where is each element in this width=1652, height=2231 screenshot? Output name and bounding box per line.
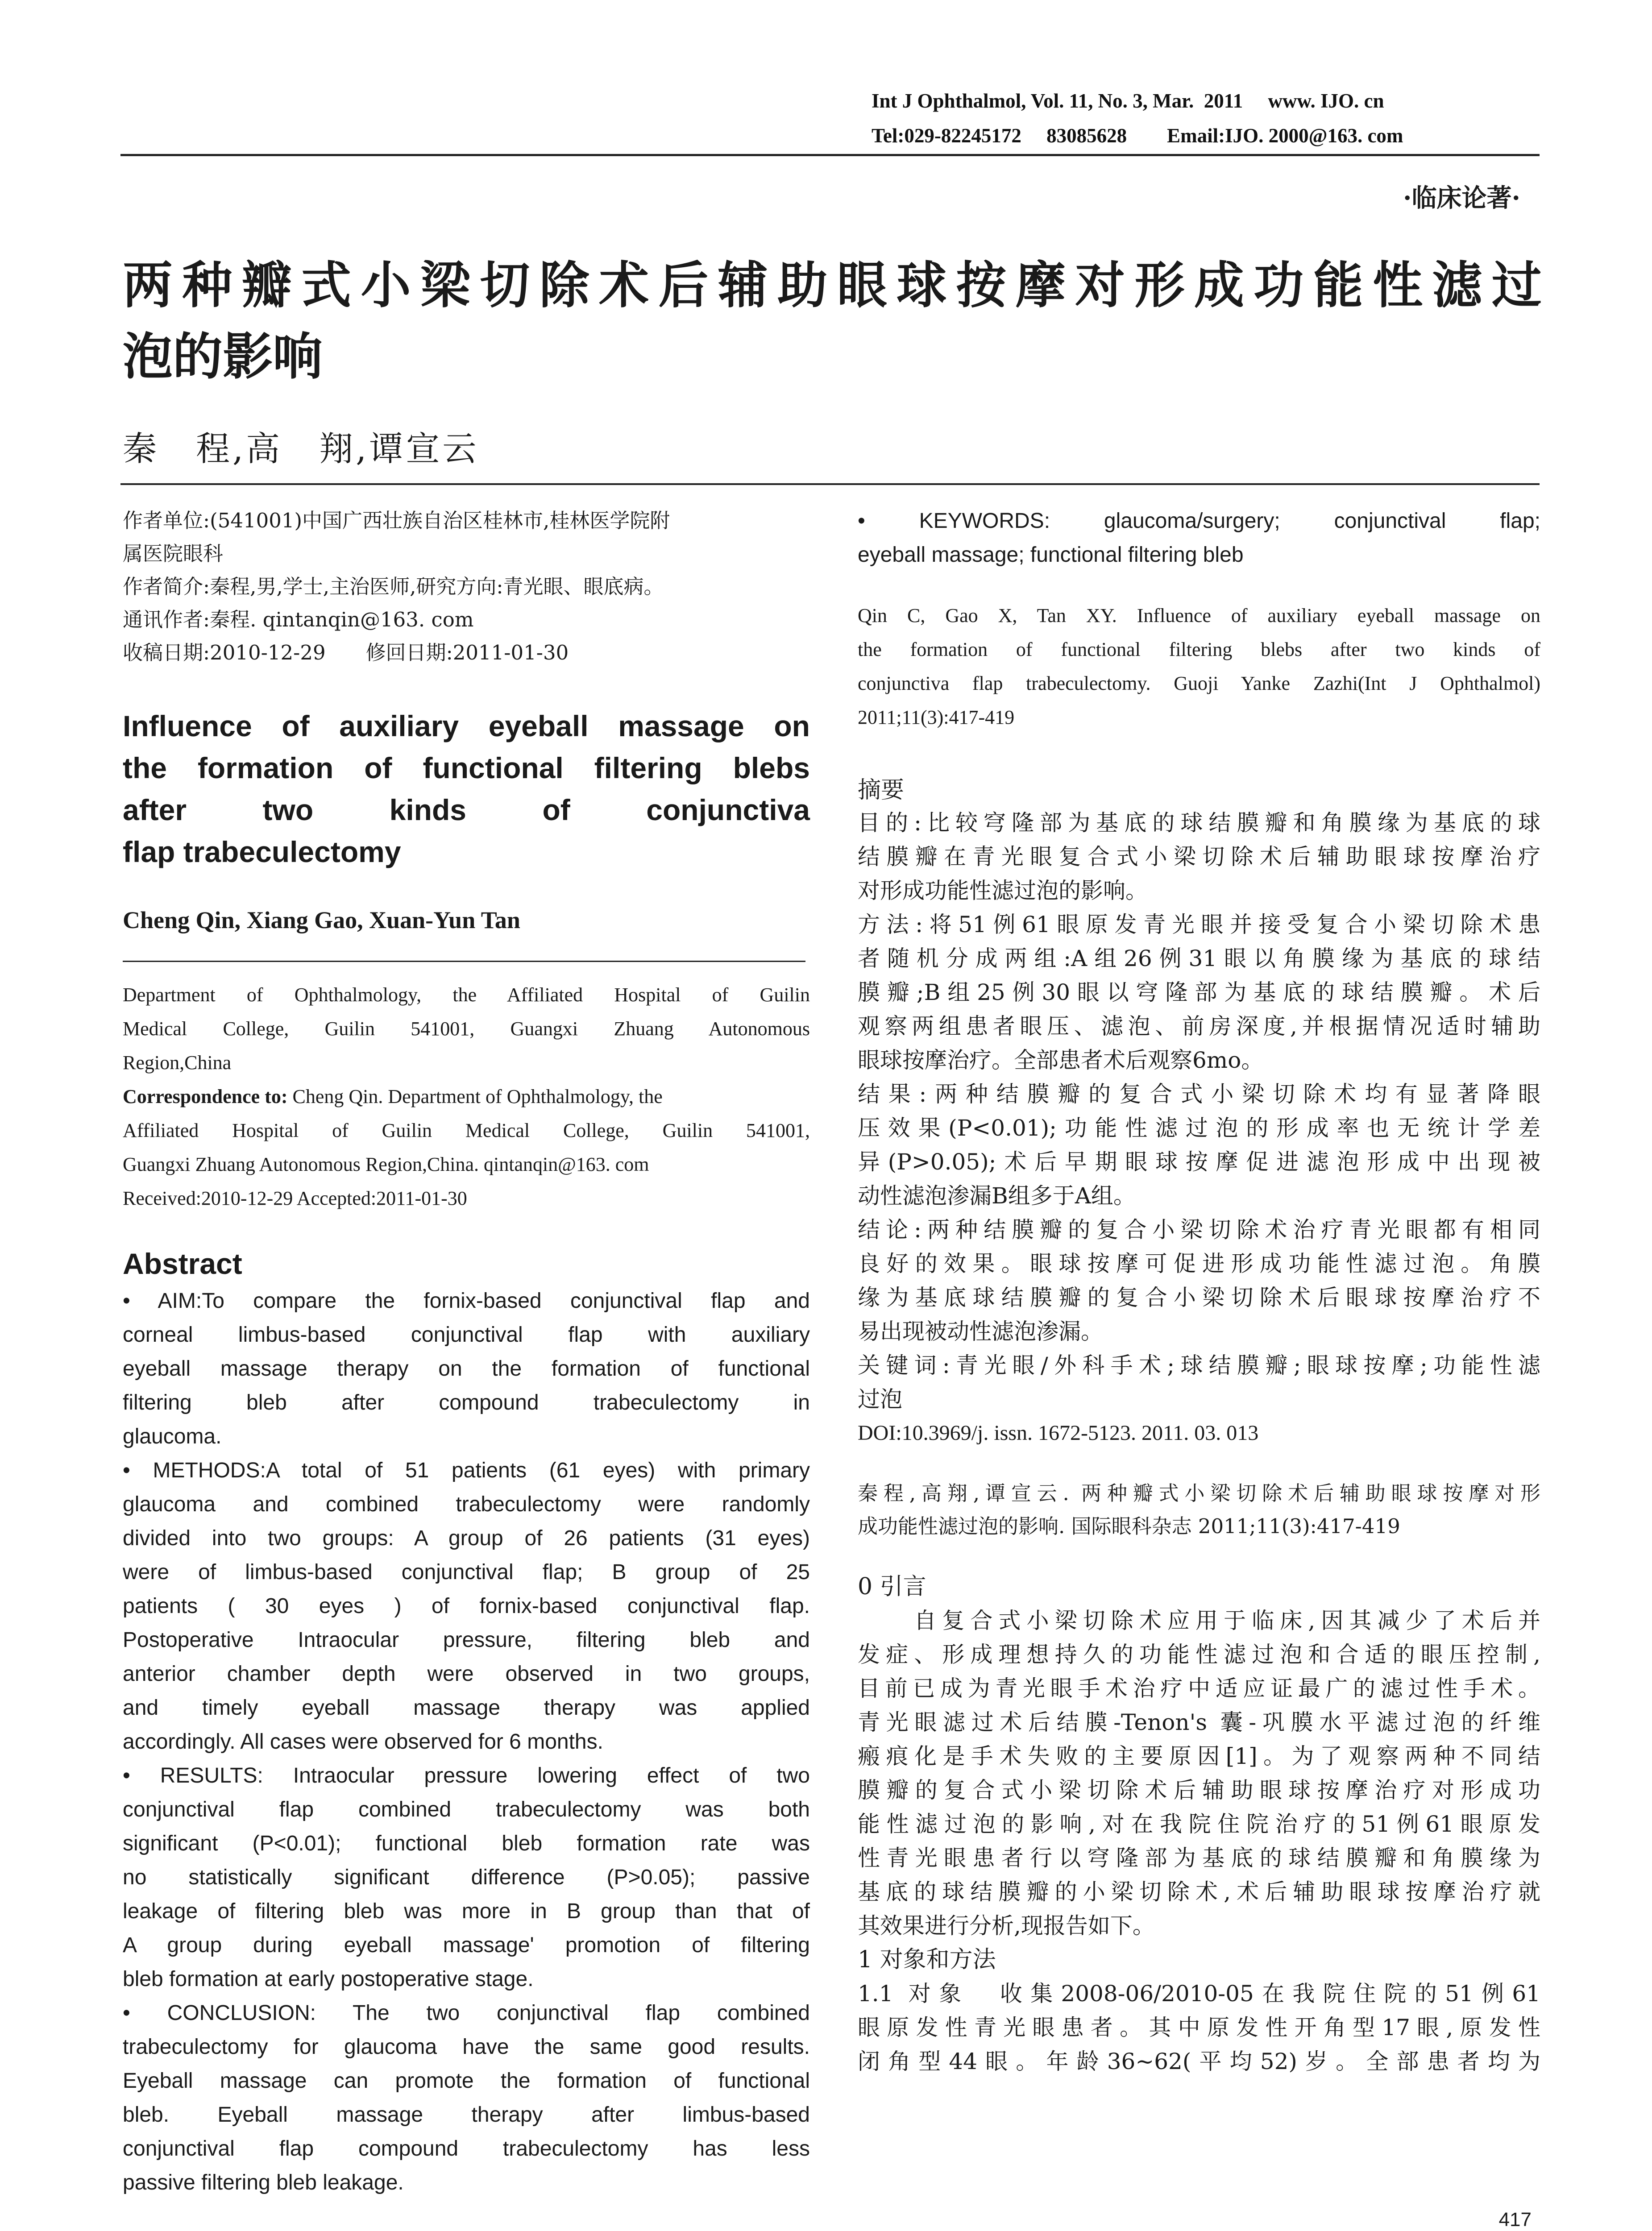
intro-line: 性青光眼患者行以穹隆部为基底的球结膜瓣和角膜缘为	[858, 1845, 1540, 1871]
affil-line: 作者单位:(541001)中国广西壮族自治区桂林市,桂林医学院附	[123, 509, 670, 532]
intro-line: 青光眼滤过术后结膜-Tenon's 囊-巩膜水平滤过泡的纤维	[858, 1709, 1540, 1735]
citation-line: 2011;11(3):417-419	[858, 706, 1015, 728]
intro-line: 发症、形成理想持久的功能性滤过泡和合适的眼压控制,	[858, 1642, 1540, 1667]
abstract-line: corneal limbus-based conjunctival flap with auxiliary	[123, 1323, 810, 1347]
affil-line: 属医院眼科	[123, 542, 224, 565]
left-column	[123, 504, 810, 2200]
intro-line: 其效果进行分析,现报告如下。	[858, 1913, 1155, 1939]
correspondence-line	[123, 1080, 810, 1114]
section-label: ·临床论著·	[1403, 183, 1520, 213]
correspondence-label: Correspondence to:	[123, 1086, 288, 1107]
keywords-zh-line: 关键词:青光眼/外科手术;球结膜瓣;眼球按摩;功能性滤	[858, 1352, 1540, 1378]
page-number: 417	[1498, 2209, 1532, 2231]
abstract-line: leakage of filtering bleb was more in B group than that of	[123, 1899, 810, 1923]
abstract-zh-line: 异(P>0.05);术后早期眼球按摩促进滤泡形成中出现被	[858, 1149, 1540, 1175]
abstract-zh-line: 膜瓣;B组25例30眼以穹隆部为基底的球结膜瓣。术后	[858, 979, 1540, 1005]
citation-line: the formation of functional filtering blebs after two kinds of	[858, 639, 1540, 660]
abstract-line: were of limbus-based conjunctival flap; B group of 25	[123, 1560, 810, 1584]
abstract-line: and timely eyeball massage therapy was applied	[123, 1696, 810, 1720]
abstract-line: passive filtering bleb leakage.	[123, 2171, 404, 2194]
abstract-line: accordingly. All cases were observed for 6 months.	[123, 1730, 603, 1754]
abstract-line: eyeball massage therapy on the formation of functional	[123, 1357, 810, 1381]
abstract-zh-line: 缘为基底球结膜瓣的复合小梁切除术后眼球按摩治疗不	[858, 1285, 1540, 1310]
abstract-body	[123, 1284, 810, 2200]
methods-heading: 1 对象和方法	[858, 1946, 996, 1973]
abstract-line: bleb formation at early postoperative stage.	[123, 1967, 534, 1991]
title-line-2: 泡的影响	[123, 328, 323, 386]
abstract-heading: Abstract	[123, 1247, 242, 1280]
citation-en	[858, 599, 1540, 734]
citation-zh-line: 秦程,高翔,谭宣云. 两种瓣式小梁切除术后辅助眼球按摩对形	[858, 1481, 1540, 1505]
journal-header-line1: Int J Ophthalmol, Vol. 11, No. 3, Mar. 2011 www. IJO. cn	[872, 90, 1384, 112]
authors-rule	[123, 961, 805, 962]
english-title-line: after two kinds of conjunctiva	[123, 793, 810, 826]
abstract-line: trabeculectomy for glaucoma have the same good results.	[123, 2035, 810, 2059]
english-title	[123, 705, 810, 873]
abstract-zh-line: 者随机分成两组:A组26例31眼以角膜缘为基底的球结	[858, 945, 1540, 971]
affil-line: 作者简介:秦程,男,学士,主治医师,研究方向:青光眼、眼底病。	[123, 575, 664, 598]
abstract-line: no statistically significant difference (P>0.05); passive	[123, 1866, 810, 1889]
department-block	[123, 978, 810, 1215]
abstract-zh-line: 易出现被动性滤泡渗漏。	[858, 1319, 1103, 1344]
citation-zh	[858, 1477, 1540, 1543]
abstract-line: conjunctival flap combined trabeculectomy was both	[123, 1798, 810, 1821]
methods-line: 闭角型44眼。年龄36~62(平均52)岁。全部患者均为	[858, 2049, 1540, 2074]
intro-body	[858, 1604, 1540, 1943]
intro-line: 膜瓣的复合式小梁切除术后辅助眼球按摩治疗对形成功	[858, 1777, 1540, 1803]
abstract-line: • CONCLUSION: The two conjunctival flap combined	[123, 2001, 810, 2025]
abstract-line: • METHODS:A total of 51 patients (61 eyes) with primary	[123, 1459, 810, 1482]
abstract-line: conjunctival flap compound trabeculectomy has less	[123, 2137, 810, 2161]
methods-body	[858, 1977, 1540, 2078]
authors-zh: 秦 程,高 翔,谭宣云	[123, 429, 479, 469]
title-line-1: 两种瓣式小梁切除术后辅助眼球按摩对形成功能性滤过	[123, 256, 1542, 315]
abstract-line: Postoperative Intraocular pressure, filtering bleb and	[123, 1628, 810, 1652]
doi-line: DOI:10.3969/j. issn. 1672-5123. 2011. 03. 013	[858, 1421, 1259, 1445]
affil-line: 收稿日期:2010-12-29 修回日期:2011-01-30	[123, 641, 569, 664]
right-column	[858, 504, 1540, 2078]
abstract-line: • AIM:To compare the fornix-based conjunctival flap and	[123, 1289, 810, 1313]
abstract-zh-line: 眼球按摩治疗。全部患者术后观察6mo。	[858, 1047, 1264, 1073]
intro-line: 目前已成为青光眼手术治疗中适应证最广的滤过性手术。	[858, 1675, 1540, 1701]
methods-line: 1.1 对象 收集2008-06/2010-05在我院住院的51例61	[858, 1981, 1540, 2007]
abstract-zh-line: 目的:比较穹隆部为基底的球结膜瓣和角膜缘为基底的球	[858, 810, 1540, 836]
affil-line: 通讯作者:秦程. qintanqin@163. com	[123, 608, 474, 631]
keywords-line: • KEYWORDS: glaucoma/surgery; conjunctival flap;	[858, 509, 1540, 533]
corr-line: Affiliated Hospital of Guilin Medical College, Guilin 541001,	[123, 1120, 810, 1141]
abstract-zh-line: 压效果(P<0.01);功能性滤过泡的形成率也无统计学差	[858, 1115, 1540, 1141]
dept-line: Region,China	[123, 1052, 232, 1074]
english-title-line: flap trabeculectomy	[123, 835, 401, 868]
abstract-line: patients ( 30 eyes ) of fornix-based conjunctival flap.	[123, 1594, 810, 1618]
abstract-line: significant (P<0.01); functional bleb formation rate was	[123, 1832, 810, 1855]
abstract-line: bleb. Eyeball massage therapy after limbus-based	[123, 2103, 810, 2127]
intro-heading: 0 引言	[858, 1573, 926, 1600]
journal-header-line2: Tel:029-82245172 83085628 Email:IJO. 2000@163. com	[872, 124, 1403, 147]
citation-zh-line: 成功能性滤过泡的影响. 国际眼科杂志 2011;11(3):417-419	[858, 1514, 1400, 1538]
header-rule	[120, 154, 1540, 156]
abstract-zh-line: 良好的效果。眼球按摩可促进形成功能性滤过泡。角膜	[858, 1251, 1540, 1277]
abstract-line: filtering bleb after compound trabeculectomy in	[123, 1391, 810, 1414]
abstract-zh-line: 方法:将51例61眼原发青光眼并接受复合小梁切除术患	[858, 912, 1540, 937]
abstract-line: divided into two groups: A group of 26 patients (31 eyes)	[123, 1526, 810, 1550]
dept-line: Medical College, Guilin 541001, Guangxi Zhuang Autonomous	[123, 1018, 810, 1040]
page-title	[123, 250, 1542, 393]
english-title-line: the formation of functional filtering blebs	[123, 751, 810, 784]
abstract-zh-line: 动性滤泡渗漏B组多于A组。	[858, 1183, 1136, 1209]
english-title-line: Influence of auxiliary eyeball massage on	[123, 709, 810, 742]
keywords-line: eyeball massage; functional filtering bleb	[858, 543, 1244, 567]
abstract-zh-heading: 摘要	[858, 777, 905, 804]
received-accepted: Received:2010-12-29 Accepted:2011-01-30	[123, 1187, 467, 1209]
abstract-zh-line: 结果:两种结膜瓣的复合式小梁切除术均有显著降眼	[858, 1081, 1540, 1107]
abstract-line: • RESULTS: Intraocular pressure lowering effect of two	[123, 1764, 810, 1787]
dept-line: Department of Ophthalmology, the Affiliated Hospital of Guilin	[123, 984, 810, 1006]
abstract-zh-line: 结膜瓣在青光眼复合式小梁切除术后辅助眼球按摩治疗	[858, 844, 1540, 870]
intro-line: 瘢痕化是手术失败的主要原因[1]。为了观察两种不同结	[858, 1743, 1540, 1769]
abstract-zh-line: 对形成功能性滤过泡的影响。	[858, 878, 1148, 904]
abstract-line: glaucoma and combined trabeculectomy were randomly	[123, 1493, 810, 1516]
methods-line: 眼原发性青光眼患者。其中原发性开角型17眼,原发性	[858, 2015, 1540, 2040]
abstract-line: Eyeball massage can promote the formation of functional	[123, 2069, 810, 2093]
abstract-zh-body	[858, 806, 1540, 1450]
correspondence-text: Cheng Qin. Department of Ophthalmology, the	[287, 1086, 663, 1107]
abstract-line: glaucoma.	[123, 1425, 222, 1448]
citation-line: conjunctiva flap trabeculectomy. Guoji Yanke Zazhi(Int J Ophthalmol)	[858, 672, 1540, 694]
intro-line: 基底的球结膜瓣的小梁切除术,术后辅助眼球按摩治疗就	[858, 1879, 1540, 1905]
intro-line: 自复合式小梁切除术应用于临床,因其减少了术后并	[858, 1608, 1540, 1634]
keywords-zh-line: 过泡	[858, 1386, 902, 1412]
abstract-line: A group during eyeball massage' promotion of filtering	[123, 1933, 810, 1957]
title-rule	[120, 483, 1540, 485]
authors-en: Cheng Qin, Xiang Gao, Xuan-Yun Tan	[123, 907, 520, 933]
abstract-zh-line: 结论:两种结膜瓣的复合小梁切除术治疗青光眼都有相同	[858, 1217, 1540, 1243]
keywords	[858, 504, 1540, 572]
abstract-line: anterior chamber depth were observed in two groups,	[123, 1662, 810, 1686]
abstract-zh-line: 观察两组患者眼压、滤泡、前房深度,并根据情况适时辅助	[858, 1013, 1540, 1039]
intro-line: 能性滤过泡的影响,对在我院住院治疗的51例61眼原发	[858, 1811, 1540, 1837]
affiliation-block	[123, 504, 810, 669]
citation-line: Qin C, Gao X, Tan XY. Influence of auxiliary eyeball massage on	[858, 605, 1540, 626]
corr-line: Guangxi Zhuang Autonomous Region,China. qintanqin@163. com	[123, 1153, 649, 1175]
